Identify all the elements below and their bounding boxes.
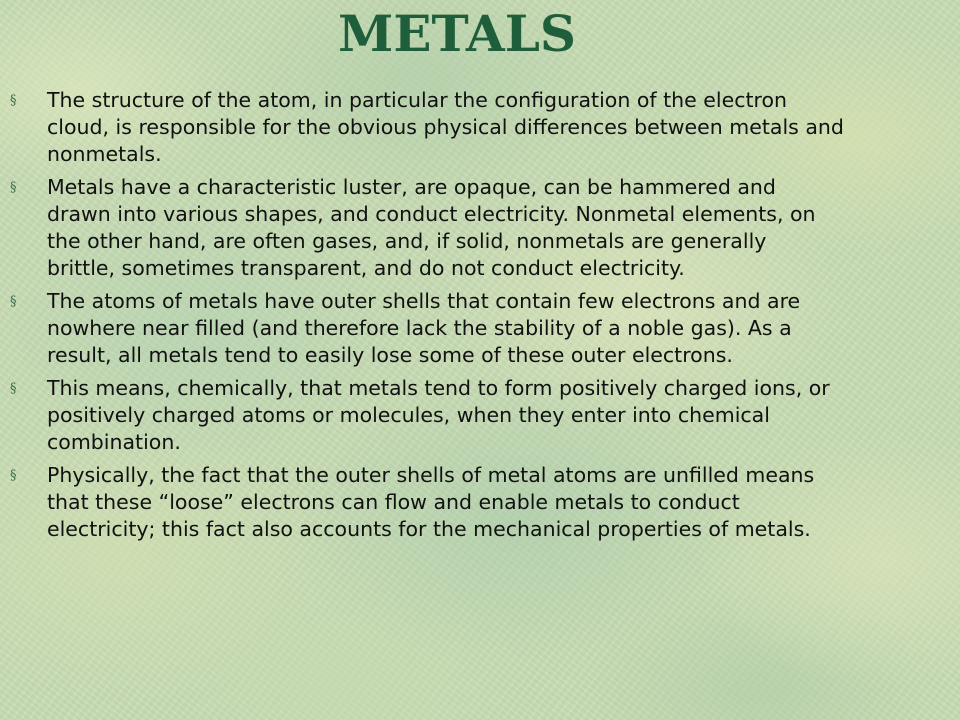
slide-title: METALS xyxy=(338,4,576,63)
bullet-item-positive-ions xyxy=(10,375,960,456)
bullet-text: The atoms of metals have outer shells that contain few electrons and are nowhere near filled (and therefore lack the stability of a noble gas). As a result, all metals tend to easily lose some of these outer electrons. xyxy=(47,289,801,367)
bullet-text: Metals have a characteristic luster, are opaque, can be hammered and drawn into various shapes, and conduct electricity. Nonmetal elements, on the other hand, are often gases, and, if solid, nonmetals are generally brittle, sometimes transparent, and do not conduct electricity. xyxy=(47,175,816,280)
section-bullet-icon: § xyxy=(10,180,17,195)
bullet-item-outer-shells xyxy=(10,288,960,369)
section-bullet-icon: § xyxy=(10,93,17,108)
section-bullet-icon: § xyxy=(10,468,17,483)
bullet-item-loose-electrons xyxy=(10,462,960,543)
section-bullet-icon: § xyxy=(10,381,17,396)
bullet-text: The structure of the atom, in particular the configuration of the electron cloud, is responsible for the obvious physical differences between metals and nonmetals. xyxy=(47,88,844,166)
bullet-item-metal-properties xyxy=(10,174,960,282)
section-bullet-icon: § xyxy=(10,294,17,309)
bullet-text: Physically, the fact that the outer shells of metal atoms are unfilled means that these “loose” electrons can flow and enable metals to conduct electricity; this fact also accounts for the mechanical properties of metals. xyxy=(47,463,815,541)
bullet-text: This means, chemically, that metals tend to form positively charged ions, or positively charged atoms or molecules, when they enter into chemical combination. xyxy=(47,376,830,454)
bullet-list xyxy=(10,87,960,549)
bullet-item-atom-structure xyxy=(10,87,960,168)
